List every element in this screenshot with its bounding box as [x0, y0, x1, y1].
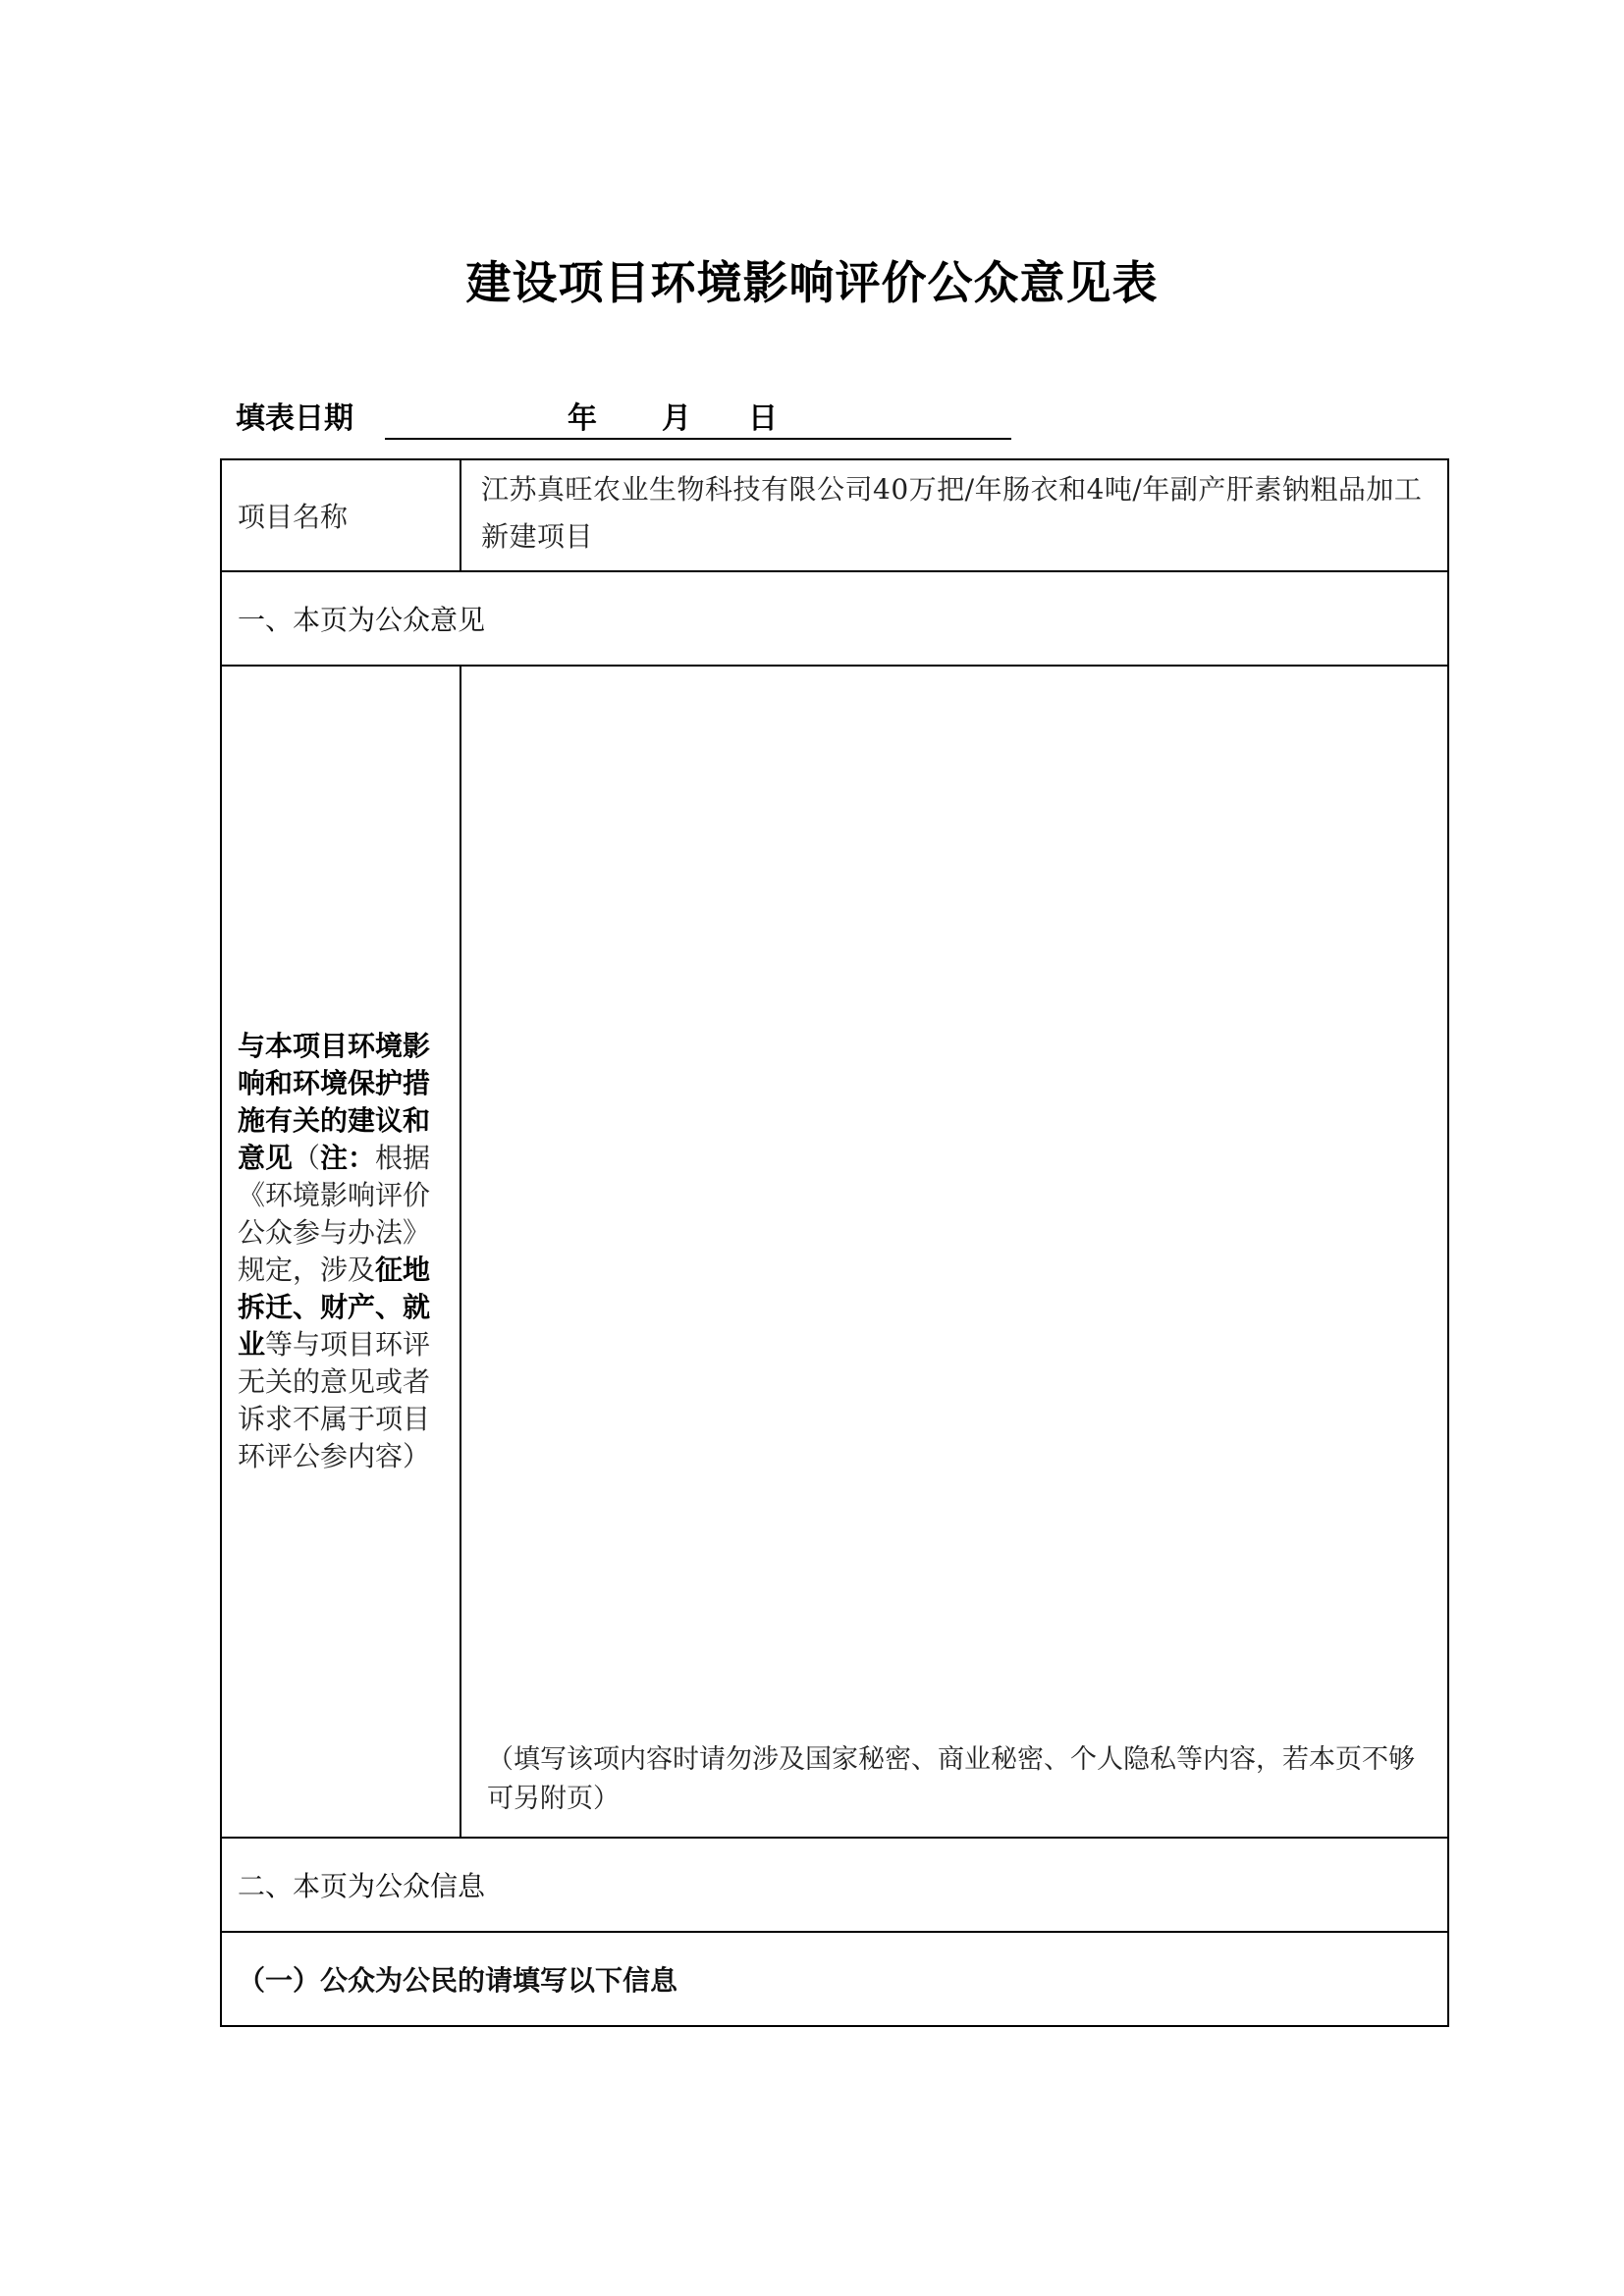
- opinion-label-normal-1: （: [293, 1142, 321, 1174]
- opinion-label: [221, 666, 460, 1838]
- section1-heading: 一、本页为公众意见: [221, 571, 1448, 666]
- opinion-label-normal-3: 等与项目环评无关的意见或者诉求不属于项目环评公参内容）: [238, 1328, 431, 1472]
- opinion-label-bold-2: 注：: [320, 1142, 376, 1174]
- project-name-row: [221, 459, 1448, 571]
- opinion-row: [221, 666, 1448, 1838]
- section2-sub-row: [221, 1932, 1448, 2026]
- opinion-note: （填写该项内容时请勿涉及国家秘密、商业秘密、个人隐私等内容，若本页不够可另附页）: [487, 1744, 1415, 1814]
- opinion-label-bold-1: 与本项目环境影响和环境保护措施有关的建议和意见: [238, 1030, 431, 1174]
- section2-row: [221, 1838, 1448, 1932]
- project-name-value: 江苏真旺农业生物科技有限公司40万把/年肠衣和4吨/年副产肝素钠粗品加工新建项目: [460, 459, 1448, 571]
- fill-date-blank[interactable]: [385, 397, 1011, 440]
- date-year-unit: 年: [568, 401, 597, 436]
- opinion-label-bold-3: 征地拆迁、财产、就业: [238, 1254, 431, 1361]
- date-day-unit: 日: [748, 401, 778, 436]
- section2-heading: 二、本页为公众信息: [221, 1838, 1448, 1932]
- form-title: 建设项目环境影响评价公众意见表: [465, 256, 1159, 309]
- section2-sub-heading: （一）公众为公民的请填写以下信息: [221, 1932, 1448, 2026]
- date-month-unit: 月: [662, 401, 691, 436]
- opinion-label-normal-2: 根据《环境影响评价公众参与办法》规定，涉及: [238, 1142, 431, 1286]
- opinion-form-table: [220, 458, 1449, 2027]
- fill-date-label: 填表日期: [236, 401, 353, 436]
- project-name-label: 项目名称: [221, 459, 460, 571]
- opinion-input-area[interactable]: [460, 666, 1448, 1838]
- section1-row: [221, 571, 1448, 666]
